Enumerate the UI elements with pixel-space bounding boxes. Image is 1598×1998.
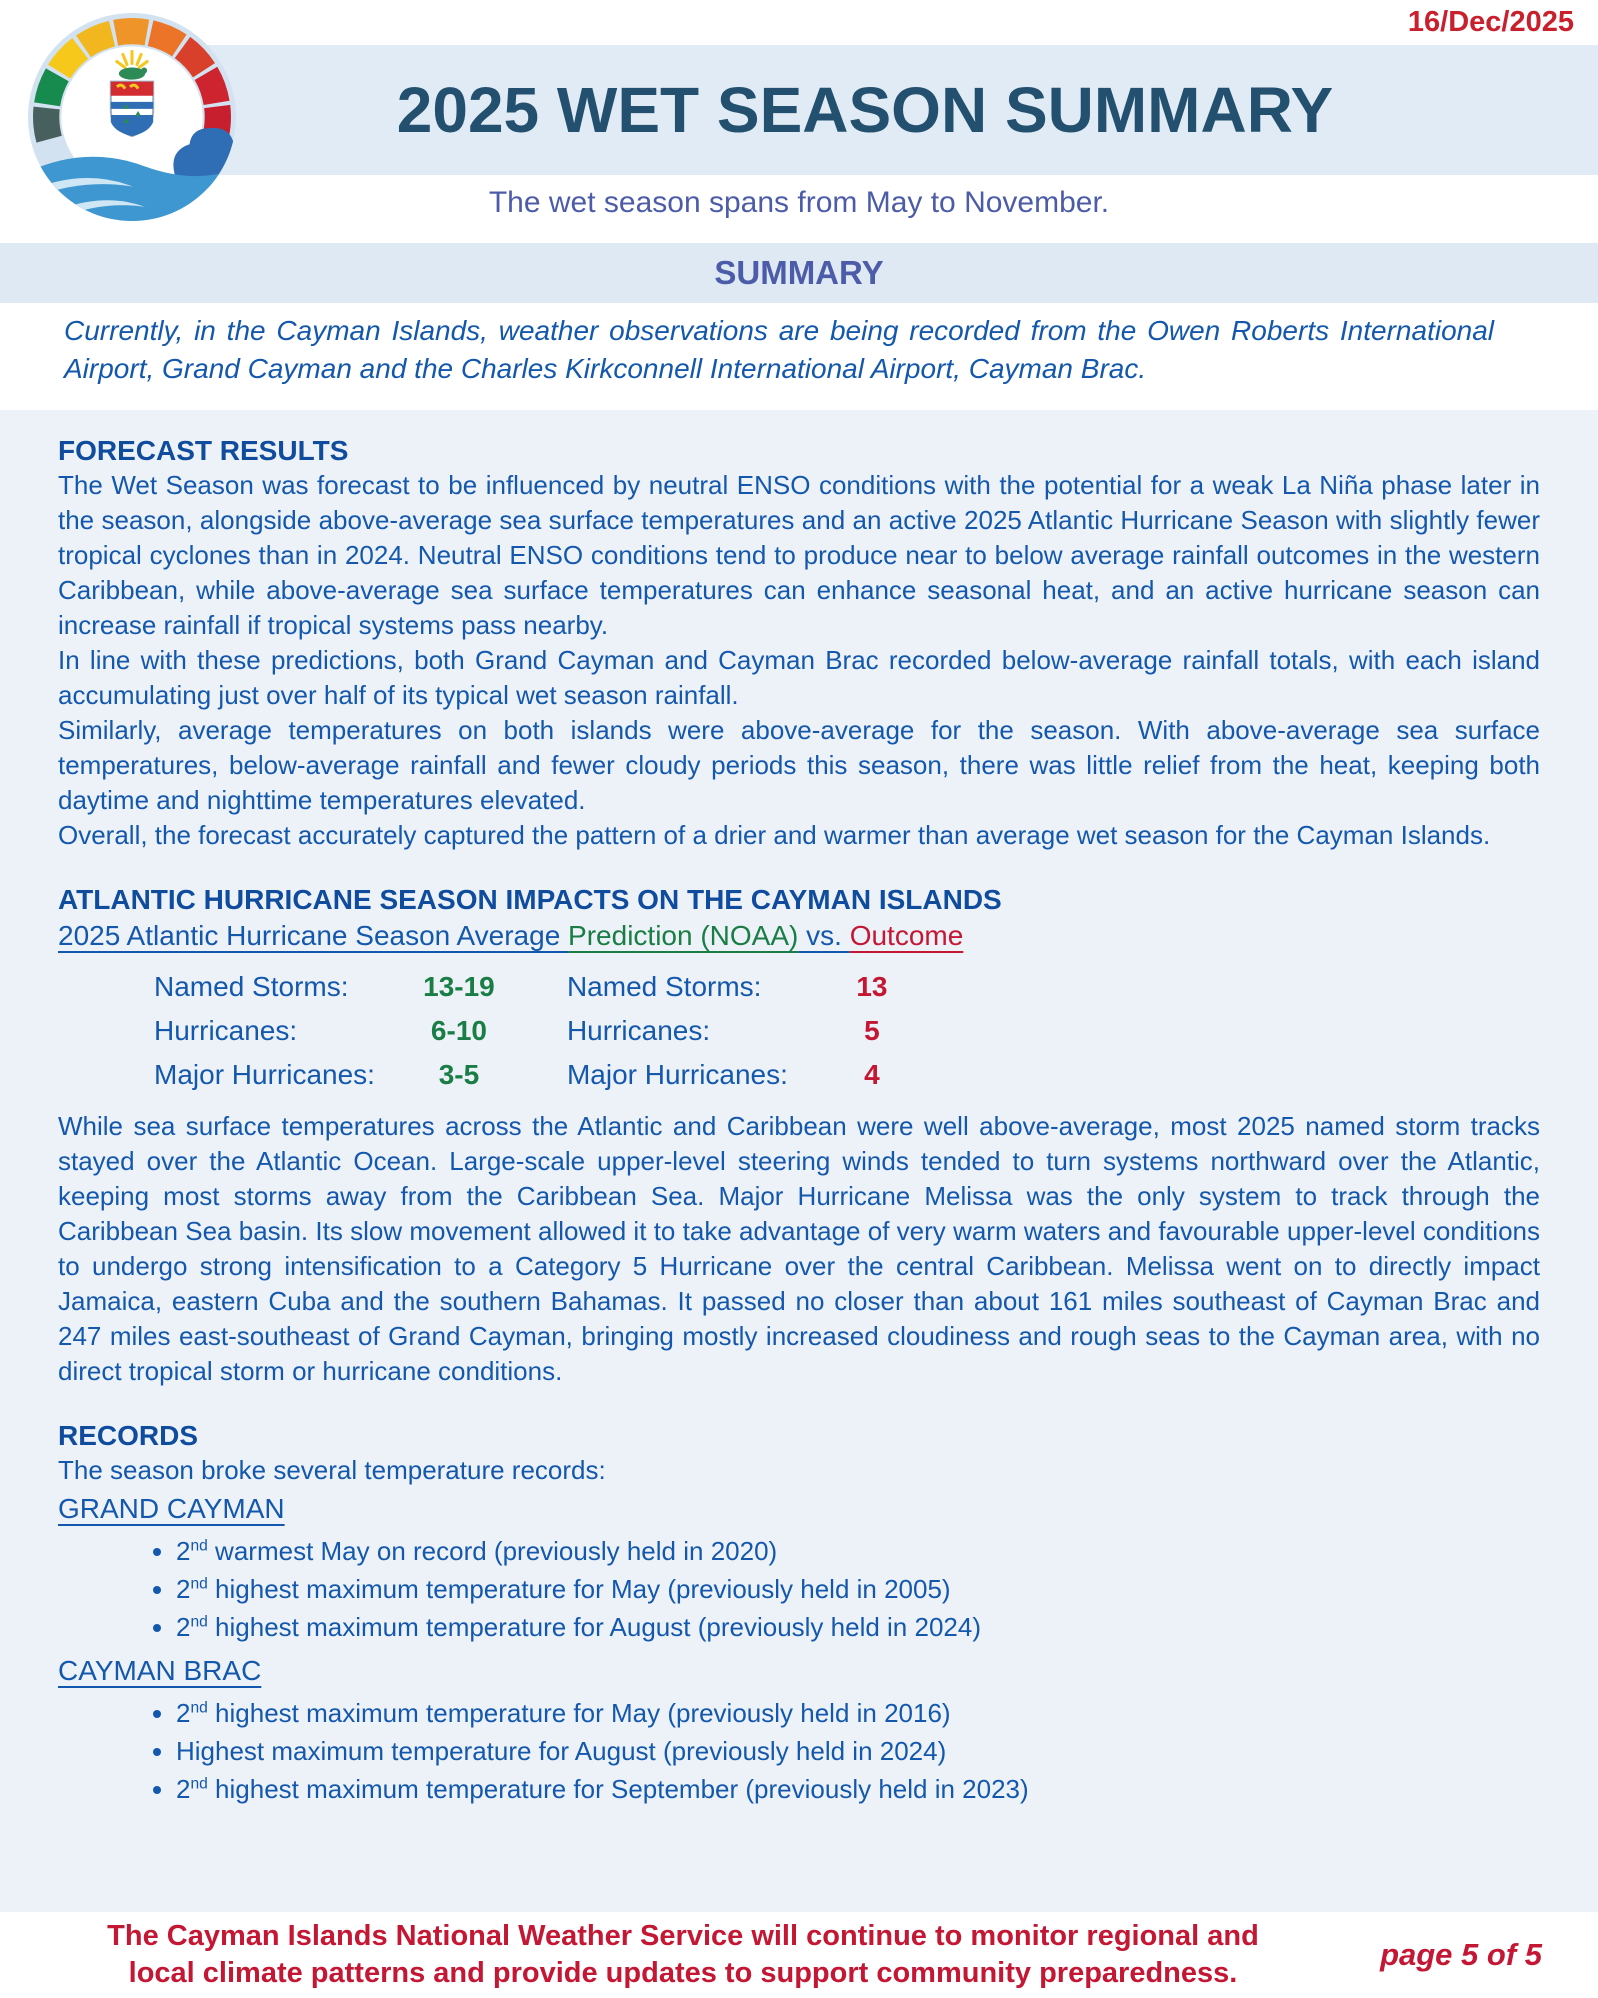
record-bullet: • 2nd highest maximum temperature for August (previously held in 2024) — [176, 1608, 1540, 1646]
records-intro: The season broke several temperature records: — [58, 1455, 606, 1485]
outcome-hurricanes-value: 5 — [864, 1015, 880, 1046]
summary-band-label: SUMMARY — [714, 254, 884, 291]
intro-paragraph: Currently, in the Cayman Islands, weather observations are being recorded from the Owen Roberts International Airport, Grand Cayman and the Charles Kirkconnell International Airport, Cayman Brac. — [64, 315, 1494, 384]
grand-cayman-label: GRAND CAYMAN — [58, 1493, 285, 1524]
cayman-brac-records-list — [58, 1694, 1540, 1808]
prediction-column — [154, 965, 507, 1097]
hurricane-subtitle-average: 2025 Atlantic Hurricane Season Average — [58, 920, 569, 951]
summary-band — [0, 243, 1598, 303]
hurricane-subtitle-vs: vs. — [798, 920, 850, 951]
hurricane-comparison-table — [154, 965, 1540, 1097]
forecast-paragraph-4: Overall, the forecast accurately captured the pattern of a drier and warmer than average wet season for the Cayman Islands. — [58, 820, 1491, 850]
outcome-named-storms-label: Named Storms: — [566, 971, 762, 1002]
page-footer — [0, 1912, 1598, 1998]
hurricane-subtitle-outcome: Outcome — [849, 920, 964, 951]
page-number: page 5 of 5 — [1380, 1937, 1542, 1972]
prediction-hurricanes-label: Hurricanes: — [154, 1015, 298, 1046]
outcome-column — [567, 965, 920, 1097]
hurricane-paragraph: While sea surface temperatures across the Atlantic and Caribbean were well above-average, most 2025 named storm tracks stayed over the Atlantic Ocean. Large-scale upper-level steering winds tended to turn systems northward over the Atlantic, keeping most storms away from the Caribbean Sea. Major Hurricane Melissa was the only system to track through the Caribbean Sea basin. Its slow movement allowed it to take advantage of very warm waters and favourable upper-level conditions to undergo strong intensification to a Category 5 Hurricane over the central Caribbean. Melissa went on to directly impact Jamaica, eastern Cuba and the southern Bahamas. It passed no closer than about 161 miles southeast of Cayman Brac and 247 miles east-southeast of Grand Cayman, bringing mostly increased cloudiness and rough seas to the Cayman area, with no direct tropical storm or hurricane conditions. — [58, 1111, 1540, 1386]
prediction-major-hurricanes-value: 3-5 — [438, 1059, 480, 1090]
main-content — [0, 410, 1598, 1912]
records-heading: RECORDS — [58, 1420, 199, 1451]
record-bullet: • 2nd warmest May on record (previously held in 2020) — [176, 1532, 1540, 1570]
outcome-major-hurricanes-label: Major Hurricanes: — [566, 1059, 788, 1090]
title-band — [132, 45, 1598, 175]
footer-note: The Cayman Islands National Weather Service will continue to monitor regional and local climate patterns and provide updates to support community preparedness. — [107, 1920, 1259, 1989]
record-bullet: • 2nd highest maximum temperature for May (previously held in 2005) — [176, 1570, 1540, 1608]
outcome-named-storms-value: 13 — [856, 971, 888, 1002]
page-title: 2025 WET SEASON SUMMARY — [396, 74, 1334, 146]
page-subtitle: The wet season spans from May to November. — [488, 186, 1110, 219]
cayman-brac-label: CAYMAN BRAC — [58, 1655, 262, 1686]
outcome-major-hurricanes-value: 4 — [864, 1059, 880, 1090]
forecast-paragraph-2: In line with these predictions, both Grand Cayman and Cayman Brac recorded below-average rainfall totals, with each island accumulating just over half of its typical wet season rainfall. — [58, 645, 1540, 710]
hurricane-subtitle-prediction: Prediction (NOAA) — [568, 920, 799, 951]
report-date: 16/Dec/2025 — [1407, 6, 1574, 38]
record-bullet: • 2nd highest maximum temperature for May (previously held in 2016) — [176, 1694, 1540, 1732]
forecast-results-heading: FORECAST RESULTS — [58, 435, 349, 466]
outcome-hurricanes-label: Hurricanes: — [566, 1015, 711, 1046]
record-bullet: • Highest maximum temperature for August (previously held in 2024) — [176, 1732, 1540, 1770]
prediction-major-hurricanes-label: Major Hurricanes: — [154, 1059, 375, 1090]
hurricane-subtitle — [58, 917, 1540, 955]
prediction-hurricanes-value: 6-10 — [430, 1015, 487, 1046]
forecast-paragraph-1: The Wet Season was forecast to be influenced by neutral ENSO conditions with the potential for a weak La Niña phase later in the season, alongside above-average sea surface temperatures and an active 2025 Atlantic Hurricane Season with slightly fewer tropical cyclones than in 2024. Neutral ENSO conditions tend to produce near to below average rainfall outcomes in the western Caribbean, while above-average sea surface temperatures can enhance seasonal heat, and an active hurricane season can increase rainfall if tropical systems pass nearby. — [58, 470, 1540, 640]
forecast-paragraph-3: Similarly, average temperatures on both islands were above-average for the season. With above-average sea surface temperatures, below-average rainfall and fewer cloudy periods this season, there was little relief from the heat, keeping both daytime and nighttime temperatures elevated. — [58, 715, 1540, 815]
prediction-named-storms-label: Named Storms: — [154, 971, 349, 1002]
record-bullet: • 2nd highest maximum temperature for September (previously held in 2023) — [176, 1770, 1540, 1808]
hurricane-season-heading: ATLANTIC HURRICANE SEASON IMPACTS ON THE CAYMAN ISLANDS — [58, 884, 1002, 915]
grand-cayman-records-list — [58, 1532, 1540, 1646]
prediction-named-storms-value: 13-19 — [423, 971, 495, 1002]
